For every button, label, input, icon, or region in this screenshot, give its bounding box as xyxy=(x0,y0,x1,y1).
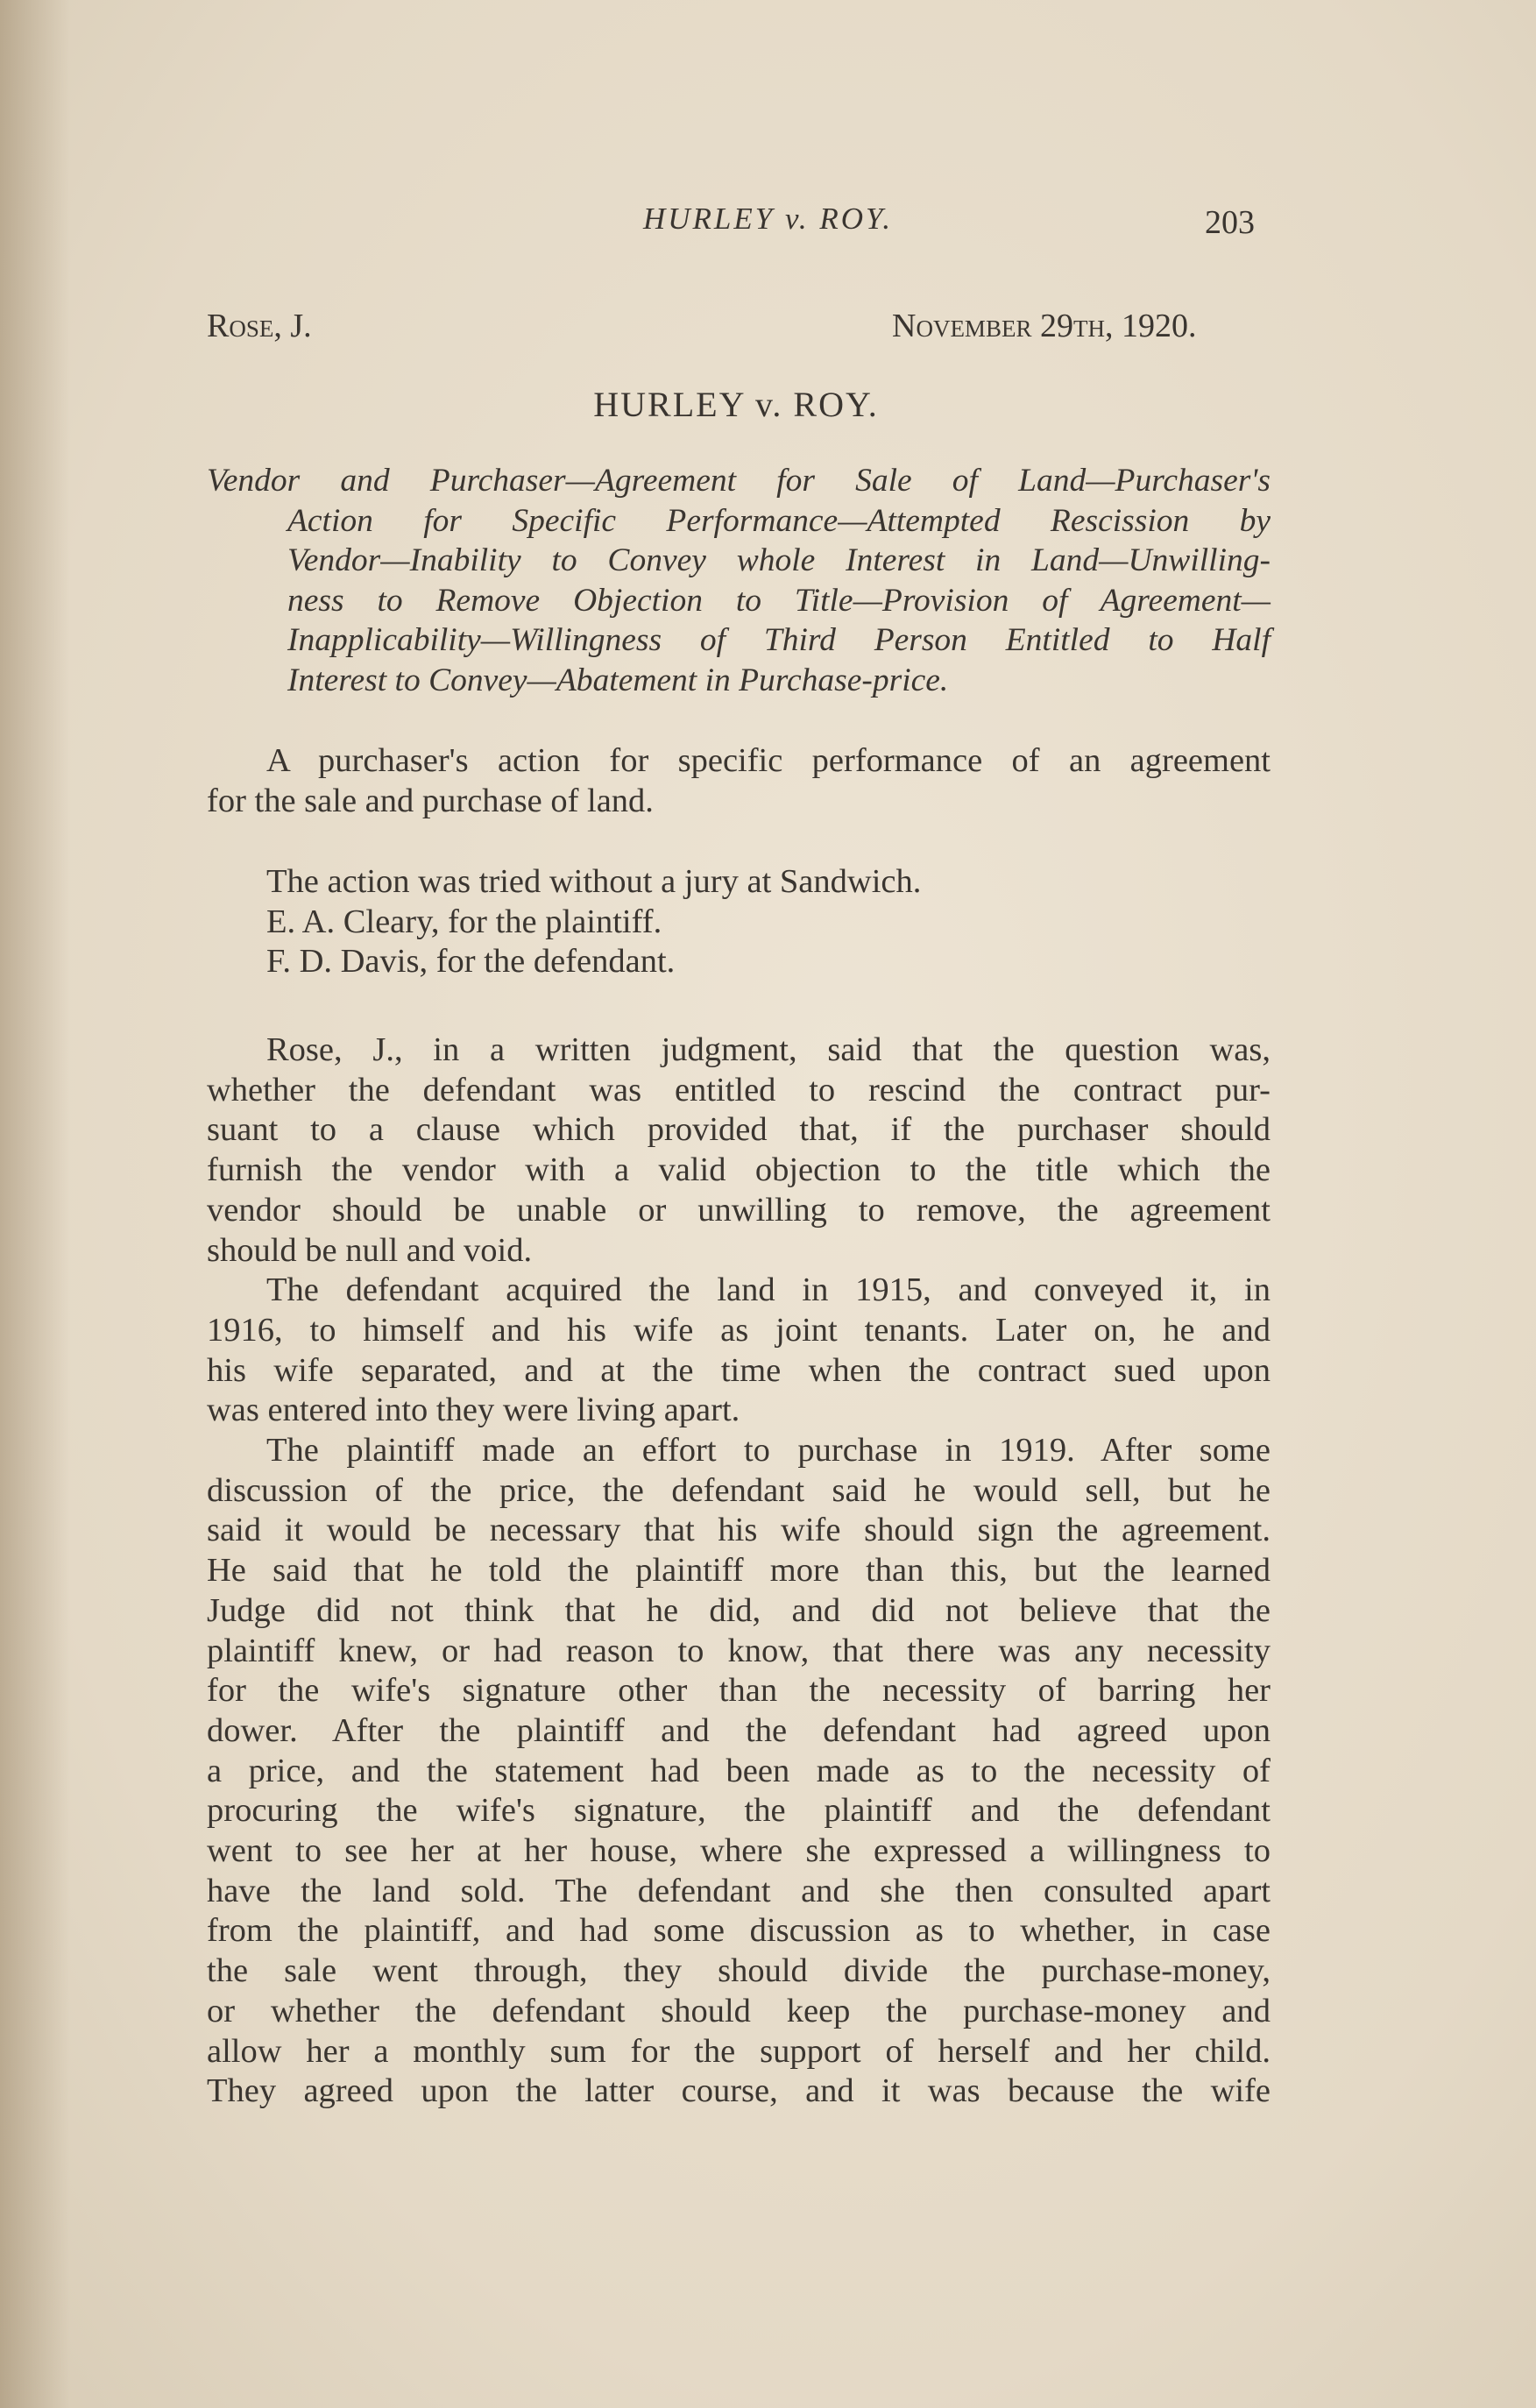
judgment-line: was entered into they were living apart. xyxy=(207,1392,740,1429)
judgment-date-text: November 29th, 1920. xyxy=(892,308,1197,344)
judgment-line: He said that he told the plaintiff more than this, but the learned xyxy=(207,1552,1271,1590)
judgment-line: procuring the wife's signature, the plaintiff and the defendant xyxy=(207,1792,1271,1830)
judgment-line: suant to a clause which provided that, if the purchaser should xyxy=(207,1111,1271,1149)
judgment-line: said it would be necessary that his wife should sign the agreement. xyxy=(207,1512,1271,1549)
headnote-line: Vendor and Purchaser—Agreement for Sale of Land—Purchaser's xyxy=(207,463,1271,499)
judgment-line: allow her a monthly sum for the support of herself and her child. xyxy=(207,2032,1271,2070)
trial-details xyxy=(207,862,1271,982)
judgment-line: The defendant acquired the land in 1915, and conveyed it, in xyxy=(266,1271,1271,1309)
headnote-line: Interest to Convey—Abatement in Purchase-price. xyxy=(287,662,949,698)
headnote xyxy=(207,461,1271,700)
summary-line: for the sale and purchase of land. xyxy=(207,782,654,819)
judgment-line: plaintiff knew, or had reason to know, that there was any necessity xyxy=(207,1632,1271,1669)
judgment-line: 1916, to himself and his wife as joint tenants. Later on, he and xyxy=(207,1311,1271,1349)
judgment-date xyxy=(892,307,1196,345)
judgment-paragraph-3 xyxy=(207,1431,1271,2112)
counsel-defendant: F. D. Davis, for the defendant. xyxy=(266,943,676,981)
page-number: 203 xyxy=(1205,204,1255,241)
summary-line: A purchaser's action for specific performance of an agreement xyxy=(266,742,1271,779)
judge-name xyxy=(207,307,312,345)
judgment-line: furnish the vendor with a valid objection to the title which the xyxy=(207,1151,1271,1189)
headnote-line: Inapplicability—Willingness of Third Person Entitled to Half xyxy=(287,622,1271,658)
running-title: HURLEY v. ROY. xyxy=(642,202,894,236)
case-title: HURLEY v. ROY. xyxy=(593,385,879,424)
judgment-line: or whether the defendant should keep the purchase-money and xyxy=(207,1992,1271,2029)
judgment-line: discussion of the price, the defendant said he would sell, but he xyxy=(207,1471,1271,1509)
summary-paragraph xyxy=(207,741,1271,821)
judgment-text xyxy=(207,1030,1271,2112)
judgment-line: for the wife's signature other than the necessity of barring her xyxy=(207,1672,1271,1710)
judgment-line: the sale went through, they should divide the purchase-money, xyxy=(207,1952,1271,1990)
judgment-line: They agreed upon the latter course, and it was because the wife xyxy=(207,2072,1271,2110)
headnote-line: ness to Remove Objection to Title—Provision of Agreement— xyxy=(287,582,1271,619)
judgment-line: whether the defendant was entitled to rescind the contract pur- xyxy=(207,1071,1271,1108)
judgment-line: dower. After the plaintiff and the defendant had agreed upon xyxy=(207,1711,1271,1749)
judgment-line: Judge did not think that he did, and did not believe that the xyxy=(207,1591,1271,1629)
judgment-line: The plaintiff made an effort to purchase in 1919. After some xyxy=(266,1432,1271,1470)
judgment-paragraph-1 xyxy=(207,1030,1271,1271)
trial-line: The action was tried without a jury at Sandwich. xyxy=(266,863,922,900)
judgment-line: his wife separated, and at the time when the contract sued upon xyxy=(207,1351,1271,1389)
counsel-plaintiff: E. A. Cleary, for the plaintiff. xyxy=(266,903,662,940)
judge-name-text: Rose, J. xyxy=(207,308,312,344)
judgment-line: from the plaintiff, and had some discussion as to whether, in case xyxy=(207,1912,1271,1950)
headnote-line: Action for Specific Performance—Attempted Rescission by xyxy=(287,502,1271,539)
judgment-line: went to see her at her house, where she expressed a willingness to xyxy=(207,1832,1271,1870)
judgment-line: should be null and void. xyxy=(207,1231,533,1269)
judgment-line: Rose, J., in a written judgment, said that the question was, xyxy=(266,1031,1271,1068)
judgment-line: vendor should be unable or unwilling to remove, the agreement xyxy=(207,1191,1271,1229)
headnote-line: Vendor—Inability to Convey whole Interest in Land—Unwilling- xyxy=(287,542,1271,578)
judgment-line: a price, and the statement had been made as to the necessity of xyxy=(207,1752,1271,1789)
judgment-paragraph-2 xyxy=(207,1271,1271,1431)
judgment-line: have the land sold. The defendant and she then consulted apart xyxy=(207,1872,1271,1909)
